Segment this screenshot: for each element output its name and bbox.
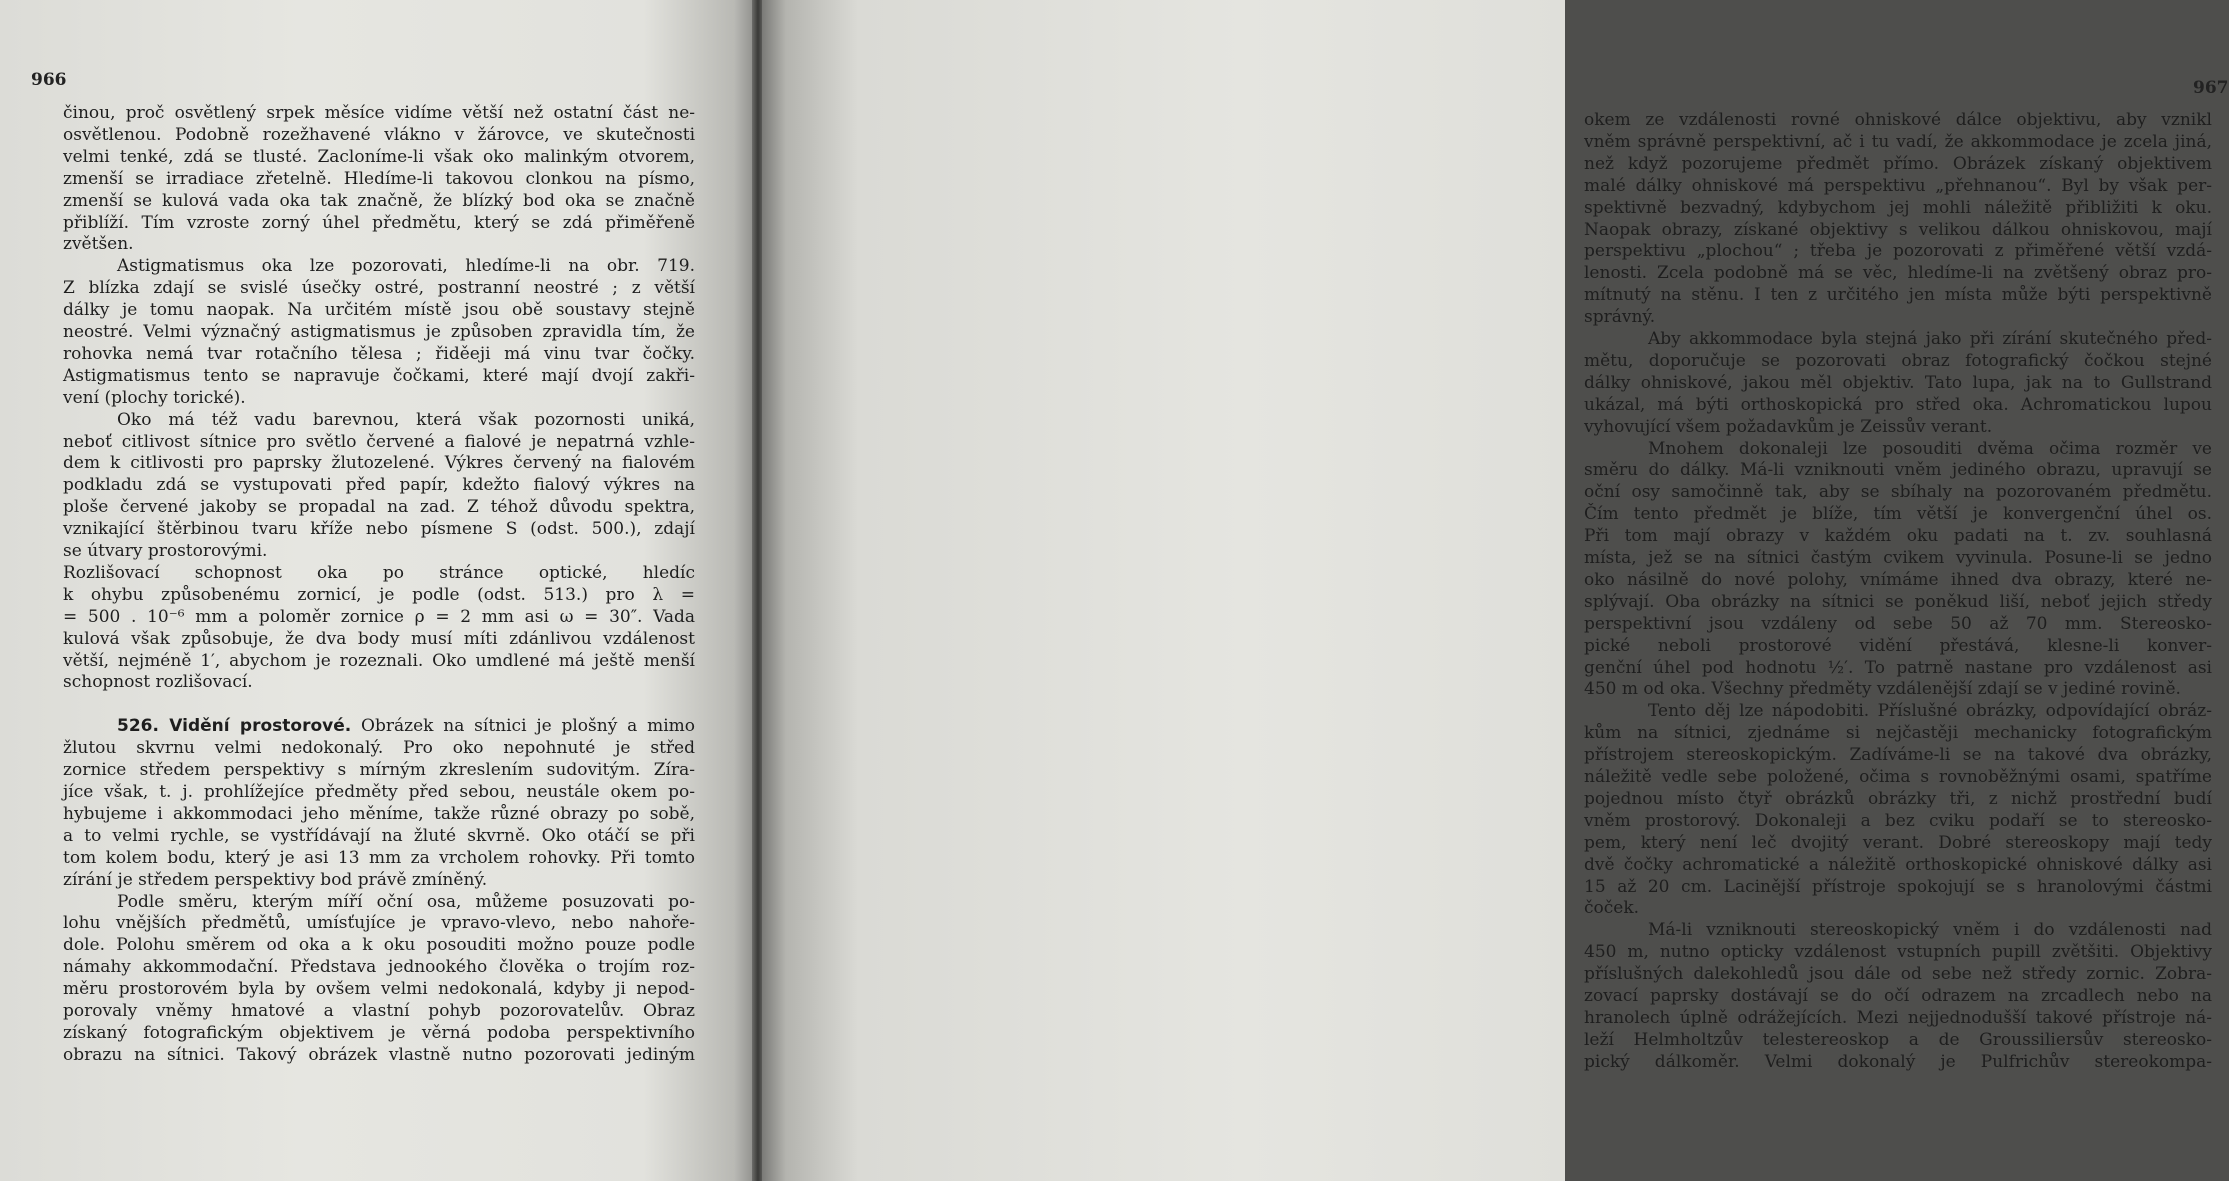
text-line: Astigmatismus oka lze pozorovati, hledíme-li na obr. 719. [117,256,695,277]
text-line: lohu vnějších předmětů, umísťujíce je vpravo-vlevo, nebo nahoře- [63,913,695,934]
text-line: porovaly vněmy hmatové a vlastní pohyb pozorovatelův. Obraz [63,1001,695,1021]
text-line: schopnost rozlišovací. [63,672,253,693]
text-line: jíce však, t. j. prohlížejíce předměty před sebou, neustále okem po- [63,782,695,802]
text-line: obrazu na sítnici. Takový obrázek vlastně nutno pozorovati jediným [63,1044,695,1065]
text-line: perspektivu „plochou“ ; třeba je pozorovati z přiměřené větší vzdá- [1584,241,2212,262]
text-line: genční úhel pod hodnotu ½′. To patrně nastane pro vzdálenost asi [1584,657,2212,678]
text-line: hybujeme i akkommodaci jeho měníme, takže různé obrazy po sobě, [63,803,695,824]
text-line: příslušných dalekohledů jsou dále od sebe než středy zornic. Zobra- [1584,964,2212,985]
text-line: zvětšen. [63,234,134,255]
text-line: dálky je tomu naopak. Na určitém místě jsou obě soustavy stejně [63,300,695,321]
text-line: neboť citlivost sítnice pro světlo červené a fialové je nepatrná vzhle- [63,431,695,452]
text-line: Oko má též vadu barevnou, která však pozornosti uniká, [117,409,695,430]
text-line: dvě čočky achromatické a náležitě orthoskopické ohniskové dálky asi [1584,854,2212,875]
text-line: se útvary prostorovými. [63,541,268,561]
text-line: dole. Polohu směrem od oka a k oku posouditi možno pouze podle [63,935,695,956]
text-line: = 500 . 10⁻⁶ mm a poloměr zornice ρ = 2 mm asi ω = 30″. Vada [63,606,695,627]
text-line: Astigmatismus tento se napravuje čočkami, které mají dvojí zakři- [63,365,695,386]
text-line: oční osy samočinně tak, aby se sbíhaly na pozorovaném předmětu. [1584,482,2212,503]
text-line: Podle směru, kterým míří oční osa, můžeme posuzovati po- [117,891,695,912]
text-line: pické neboli prostorové vidění přestává, klesne-li konver- [1584,635,2212,656]
text-line: zovací paprsky dostávají se do očí odrazem na zrcadlech nebo na [1584,986,2212,1006]
text-line: zornice středem perspektivy s mírným zkreslením sudovitým. Zíra- [63,760,695,781]
text-line: zmenší se irradiace zřetelně. Hledíme-li takovou clonkou na písmo, [63,168,695,189]
text-line: rohovka nemá tvar rotačního tělesa ; řiděeji má vinu tvar čočky. [63,343,695,364]
text-line: vněm správně perspektivní, ač i tu vadí, že akkommodace je zcela jiná, [1584,131,2212,152]
text-line: žlutou skvrnu velmi nedokonalý. Pro oko nepohnuté je střed [63,738,695,759]
text-line: Aby akkommodace byla stejná jako při zírání skutečného před- [1648,329,2212,349]
text-line: přiblíží. Tím vzroste zorný úhel předmětu, který se zdá přiměřeně [63,212,695,233]
text-line: osvětlenou. Podobně rozežhavené vlákno v žárovce, ve skutečnosti [63,124,695,145]
text-line: a to velmi rychle, se vystřídávají na žluté skvrně. Oko otáčí se při [63,825,695,846]
text-line: mítnutý na stěnu. I ten z určitého jen místa může býti perspektivně [1584,285,2212,306]
text-line: vení (plochy torické). [63,387,246,408]
text-line: zírání je středem perspektivy bod právě zmíněný. [63,869,488,890]
text-line: přístrojem stereoskopickým. Zadíváme-li se na takové dva obrázky, [1584,745,2212,766]
text-line: 450 m, nutno opticky vzdálenost vstupních pupill zvětšiti. Objektivy [1584,942,2212,963]
text-line: kulová však způsobuje, že dva body musí míti zdánlivou vzdálenost [63,628,695,649]
text-line: vyhovující všem požadavkům je Zeissův verant. [1584,416,1993,437]
text-line: hranolech úplně odrážejících. Mezi nejjednodušší takové přístroje ná- [1584,1007,2212,1028]
page-number-right: 967 [2193,78,2229,98]
text-line: Tento děj lze nápodobiti. Příslušné obrázky, odpovídající obráz- [1648,701,2212,722]
text-line: čoček. [1584,898,1640,919]
text-line: Z blízka zdají se svislé úsečky ostré, postranní neostré ; z větší [63,278,695,299]
text-line: správný. [1584,307,1656,328]
text-line: kům na sítnici, zjednáme si nejčastěji mechanicky fotografickým [1584,723,2212,744]
text-line: Má-li vzniknouti stereoskopický vněm i do vzdálenosti nad [1648,920,2212,941]
text-line: Mnohem dokonaleji lze posouditi dvěma očima rozměr ve [1648,438,2212,459]
text-line: 15 až 20 cm. Lacinější přístroje spokojují se s hranolovými částmi [1584,876,2212,897]
text-line: získaný fotografickým objektivem je věrná podoba perspektivního [63,1022,695,1043]
text-line: větší, nejméně 1′, abychom je rozeznali. Oko umdlené má ještě menší [63,650,695,671]
text-line: ploše červené jakoby se propadal na zad. Z téhož důvodu spektra, [63,497,695,518]
right-page [762,0,2229,1181]
text-line: Čím tento předmět je blíže, tím větší je konvergenční úhel os. [1584,504,2212,525]
text-line: spektivně bezvadný, kdybychom jej mohli náležitě přibližiti k oku. [1584,197,2212,218]
text-line: Při tom mají obrazy v každém oku padati na t. zv. souhlasná [1584,526,2212,547]
text-line: lenosti. Zcela podobně má se věc, hledíme-li na zvětšený obraz pro- [1584,263,2212,284]
text-line: místa, jež se na sítnici častým cvikem vyvinula. Posune-li se jedno [1584,548,2212,568]
text-line: vznikající štěrbinou tvaru kříže nebo písmene S (odst. 500.), zdají [63,519,695,540]
text-line: 450 m od oka. Všechny předměty vzdálenější zdají se v jediné rovině. [1584,679,2181,700]
text-line: okem ze vzdálenosti rovné ohniskové dálce objektivu, aby vznikl [1584,110,2212,130]
text-line: tom kolem bodu, který je asi 13 mm za vrcholem rohovky. Při tomto [63,847,695,868]
text-line: vněm prostorový. Dokonaleji a bez cviku podaří se to stereosko- [1584,810,2212,831]
text-line: náležitě vedle sebe položené, očima s rovnoběžnými osami, spatříme [1584,767,2212,787]
text-line: pický dálkoměr. Velmi dokonalý je Pulfrichův stereokompa- [1584,1051,2212,1072]
text-line: dem k citlivosti pro paprsky žlutozelené. Výkres červený na fialovém [63,453,695,474]
text-line: neostré. Velmi význačný astigmatismus je způsoben zpravidla tím, že [63,322,695,342]
text-line: pem, který není leč dvojitý verant. Dobré stereoskopy mají tedy [1584,832,2212,853]
text-line: leží Helmholtzův telestereoskop a de Groussiliersův stereosko- [1584,1029,2212,1050]
text-line: oko násilně do nové polohy, vnímáme ihned dva obrazy, které ne- [1584,569,2212,590]
text-line: malé dálky ohniskové má perspektivu „přehnanou“. Byl by však per- [1584,175,2212,196]
text-line: činou, proč osvětlený srpek měsíce vidíme větší než ostatní část ne- [63,103,695,123]
text-line: ukázal, má býti orthoskopická pro střed oka. Achromatickou lupou [1584,394,2212,415]
text-line: podkladu zdá se vystupovati před papír, kdežto fialový výkres na [63,475,695,496]
text-line: dálky ohniskové, jakou měl objektiv. Tato lupa, jak na to Gullstrand [1584,372,2212,393]
text-line: pojednou místo čtyř obrázků obrázky tři, z nichž prostřední budí [1584,788,2212,809]
text-line: velmi tenké, zdá se tlusté. Zacloníme-li však oko malinkým otvorem, [63,146,695,167]
text-line: mětu, doporučuje se pozorovati obraz fotografický čočkou stejné [1584,350,2212,371]
left-page [0,0,757,1181]
text-line: 526. Vidění prostorové. Obrázek na sítnici je plošný a mimo [117,716,695,737]
text-line: Naopak obrazy, získané objektivy s velikou dálkou ohniskovou, mají [1584,219,2212,240]
text-line: perspektivní jsou vzdáleny od sebe 50 až 70 mm. Stereosko- [1584,613,2212,634]
text-line: Rozlišovací schopnost oka po stránce optické, hledíc [63,562,695,583]
text-line: zmenší se kulová vada oka tak značně, že blízký bod oka se značně [63,190,695,211]
text-line: k ohybu způsobenému zornicí, je podle (odst. 513.) pro λ = [63,584,695,605]
text-line: splývají. Oba obrázky na sítnici se poněkud liší, neboť jejich středy [1584,591,2212,612]
text-line: námahy akkommodační. Představa jednookého člověka o trojím roz- [63,957,695,978]
section-heading: 526. Vidění prostorové. [117,716,352,737]
text-line: směru do dálky. Má-li vzniknouti vněm jediného obrazu, upravují se [1584,460,2212,481]
text-line: měru prostorovém byla by ovšem velmi nedokonalá, kdyby ji nepod- [63,979,695,1000]
page-number-left: 966 [31,70,67,90]
text-line: než když pozorujeme předmět přímo. Obrázek získaný objektivem [1584,153,2212,174]
